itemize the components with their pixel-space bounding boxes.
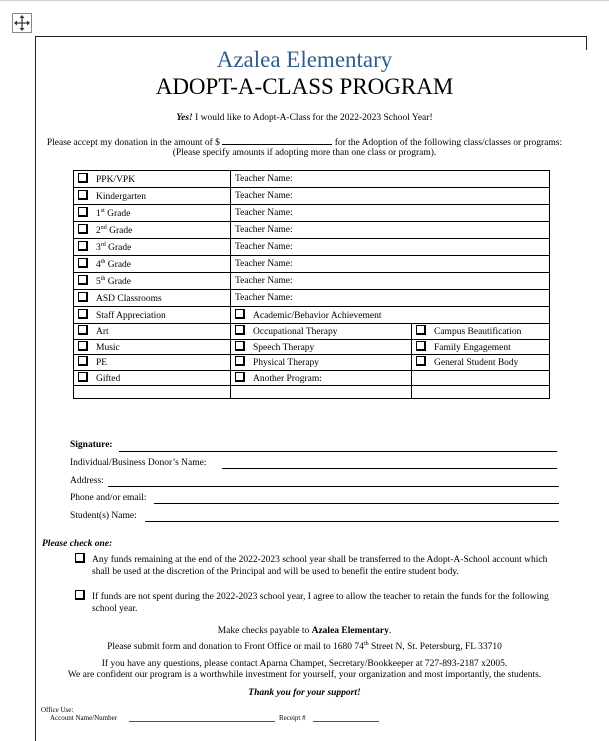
students-label: Student(s) Name: — [70, 511, 137, 521]
donor-name-label: Individual/Business Donor’s Name: — [70, 458, 207, 468]
grade-option-label: 5 — [96, 277, 101, 287]
grade-option-label: ASD Classrooms — [96, 294, 162, 304]
program-cell — [74, 370, 231, 386]
grade-cell — [74, 239, 231, 256]
grade-option-label: Kindergarten — [96, 192, 146, 202]
grade-option-sup: nd — [100, 224, 107, 231]
program-option-label: Physical Therapy — [253, 358, 320, 369]
grade-option-sup: th — [100, 258, 106, 265]
program-cell — [74, 339, 231, 355]
checks-payable-suffix: . — [388, 626, 392, 636]
teacher-name-cell[interactable] — [231, 290, 550, 307]
grade-cell — [74, 188, 231, 205]
submit-line — [0, 641, 609, 652]
grade-cell — [74, 256, 231, 273]
program-option-checkbox[interactable] — [416, 341, 426, 351]
academic-behavior-label: Academic/Behavior Achievement — [253, 311, 382, 321]
table-row — [74, 239, 550, 256]
grade-option-suffix: Grade — [105, 260, 132, 270]
grade-option-checkbox[interactable] — [78, 190, 88, 200]
school-name: Azalea Elementary — [216, 47, 393, 72]
receipt-label: Receipt # — [279, 714, 306, 722]
grade-cell — [74, 290, 231, 307]
program-option-label: Speech Therapy — [253, 342, 315, 353]
donation-line-1 — [0, 136, 609, 148]
checks-payable-prefix: Make checks payable to — [217, 626, 312, 636]
signature-field — [70, 440, 113, 450]
program-option-label: Another Program: — [253, 373, 322, 384]
teacher-name-cell[interactable] — [231, 273, 550, 290]
program-cell — [231, 339, 412, 355]
grade-option-label: 4 — [96, 260, 101, 270]
program-cell — [412, 339, 550, 355]
blank-cell — [231, 386, 412, 399]
program-option-label: Gifted — [96, 373, 121, 384]
grade-option-sup: rd — [100, 241, 106, 248]
teacher-name-label: Teacher Name: — [235, 242, 293, 252]
questions-line: If you have any questions, please contact Aparna Champet, Secretary/Bookkeeper at 727-893-2187 x2005. — [101, 659, 508, 669]
donation-amount-field[interactable] — [222, 136, 332, 145]
program-cell — [74, 324, 231, 340]
program-cell — [412, 355, 550, 371]
program-cell — [231, 370, 412, 386]
signature-label: Signature: — [70, 440, 113, 450]
program-option-checkbox[interactable] — [235, 325, 245, 335]
program-option-checkbox[interactable] — [78, 372, 88, 382]
grade-option-sup: st — [100, 207, 105, 214]
academic-cell — [231, 307, 550, 324]
program-option-label: Art — [96, 327, 109, 338]
address-label: Address: — [70, 476, 104, 486]
teacher-name-label: Teacher Name: — [235, 276, 293, 286]
thanks-text: Thank you for your support! — [248, 688, 361, 698]
grade-option-sup: th — [100, 275, 106, 282]
teacher-name-label: Teacher Name: — [235, 191, 293, 201]
grade-option-checkbox[interactable] — [78, 275, 88, 285]
grade-option-label: 2 — [96, 226, 101, 236]
program-cell — [231, 324, 412, 340]
table-row — [74, 339, 550, 355]
thanks-line — [0, 688, 609, 698]
table-row — [74, 370, 550, 386]
grade-option-suffix: Grade — [105, 243, 132, 253]
submit-prefix: Please submit form and donation to Front Office or mail to 1680 74 — [107, 642, 364, 653]
donation-line-2: (Please specify amounts if adopting more than one class or program). — [172, 148, 437, 158]
program-option-label: Campus Beautification — [434, 327, 522, 338]
table-row — [74, 205, 550, 222]
program-option-checkbox[interactable] — [78, 356, 88, 366]
grade-option-checkbox[interactable] — [78, 241, 88, 251]
teacher-name-cell[interactable] — [231, 222, 550, 239]
grade-cell — [74, 205, 231, 222]
grade-option-checkbox[interactable] — [78, 258, 88, 268]
grade-option-checkbox[interactable] — [78, 292, 88, 302]
grade-cell — [74, 171, 231, 188]
staff-cell — [74, 307, 231, 324]
phone-email-line[interactable] — [154, 503, 559, 504]
program-option-label: General Student Body — [434, 358, 519, 369]
checks-payable-line — [0, 626, 609, 636]
blank-cell — [412, 386, 550, 399]
donor-name-line[interactable] — [222, 468, 557, 469]
grade-cell — [74, 273, 231, 290]
table-row — [74, 273, 550, 290]
table-row — [74, 171, 550, 188]
teacher-name-cell[interactable] — [231, 205, 550, 222]
blank-cell — [74, 386, 231, 399]
program-option-label: Occupational Therapy — [253, 327, 338, 338]
table-row — [74, 290, 550, 307]
program-option-checkbox[interactable] — [78, 341, 88, 351]
program-title: ADOPT-A-CLASS PROGRAM — [155, 74, 454, 99]
check-one-heading — [42, 539, 112, 549]
staff-appreciation-label: Staff Appreciation — [96, 311, 166, 321]
option-2-text: If funds are not spent during the 2022-2023 school year, I agree to allow the teacher to retain the funds for the following school year. — [92, 592, 549, 614]
move-handle-icon[interactable] — [12, 13, 32, 33]
grade-cell — [74, 222, 231, 239]
confident-line: We are confident our program is a worthwhile investment for yourself, your organization and most importantly, the students. — [67, 670, 542, 680]
grade-option-label: 1 — [96, 209, 101, 219]
program-option-label: Music — [96, 342, 120, 353]
program-option-checkbox[interactable] — [78, 325, 88, 335]
address-line[interactable] — [108, 486, 559, 487]
program-option-checkbox[interactable] — [235, 341, 245, 351]
account-line[interactable] — [129, 721, 275, 722]
academic-behavior-checkbox[interactable] — [235, 309, 245, 319]
grade-option-checkbox[interactable] — [78, 224, 88, 234]
grade-option-suffix: Grade — [106, 226, 133, 236]
teacher-name-label: Teacher Name: — [235, 259, 293, 269]
teacher-name-label: Teacher Name: — [235, 225, 293, 235]
signature-line[interactable] — [119, 451, 557, 452]
check-one-text: Please check one: — [42, 539, 113, 549]
program-cell — [231, 355, 412, 371]
classes-table — [73, 170, 550, 399]
teacher-name-label: Teacher Name: — [235, 293, 293, 303]
grade-option-label: PPK/VPK — [96, 175, 136, 185]
donation-prefix: Please accept my donation in the amount of $ — [46, 138, 220, 148]
program-option-label: Family Engagement — [434, 342, 511, 353]
program-cell — [74, 355, 231, 371]
program-option-checkbox[interactable] — [235, 356, 245, 366]
table-row — [74, 188, 550, 205]
option-1-text: Any funds remaining at the end of the 2022-2023 school year shall be transferred to the Adopt-A-School account which shall be used at the discretion of the Principal and will be used to benefit the entire student body. — [92, 555, 548, 577]
staff-appreciation-checkbox[interactable] — [78, 309, 88, 319]
intro-text: I would like to Adopt-A-Class for the 2022-2023 School Year! — [192, 113, 433, 123]
phone-email-label: Phone and/or email: — [70, 493, 147, 503]
table-row — [74, 307, 550, 324]
table-row — [74, 355, 550, 371]
teacher-name-cell[interactable] — [231, 239, 550, 256]
option-1-checkbox[interactable] — [75, 553, 85, 563]
option-2-checkbox[interactable] — [75, 590, 85, 600]
submit-suffix: Street N, St. Petersburg, FL 33710 — [368, 642, 502, 653]
table-row — [74, 386, 550, 399]
table-row — [74, 222, 550, 239]
intro-line — [0, 113, 609, 123]
grade-option-label: 3 — [96, 243, 101, 253]
grade-option-checkbox[interactable] — [78, 207, 88, 217]
teacher-name-cell[interactable] — [231, 171, 550, 188]
grade-option-suffix: Grade — [104, 209, 131, 219]
program-option-checkbox[interactable] — [416, 325, 426, 335]
checks-payable-name: Azalea Elementary — [311, 626, 389, 636]
teacher-name-cell[interactable] — [231, 256, 550, 273]
table-row — [74, 256, 550, 273]
program-cell — [412, 370, 550, 386]
students-line[interactable] — [145, 521, 559, 522]
table-row — [74, 324, 550, 340]
program-cell — [412, 324, 550, 340]
yes-word: Yes! — [176, 113, 193, 123]
teacher-name-cell[interactable] — [231, 188, 550, 205]
program-option-checkbox[interactable] — [235, 372, 245, 382]
program-option-checkbox[interactable] — [416, 356, 426, 366]
submit-sup: th — [363, 641, 369, 647]
page-top-edge — [0, 0, 609, 1]
grade-option-checkbox[interactable] — [78, 173, 88, 183]
account-label: Account Name/Number — [50, 714, 118, 722]
donation-suffix: for the Adoption of the following class/classes or programs: — [334, 138, 563, 148]
program-option-label: PE — [96, 358, 108, 369]
teacher-name-label: Teacher Name: — [235, 174, 293, 184]
office-use-label: Office Use: — [41, 706, 74, 714]
teacher-name-label: Teacher Name: — [235, 208, 293, 218]
receipt-line[interactable] — [313, 721, 379, 722]
grade-option-suffix: Grade — [105, 277, 132, 287]
